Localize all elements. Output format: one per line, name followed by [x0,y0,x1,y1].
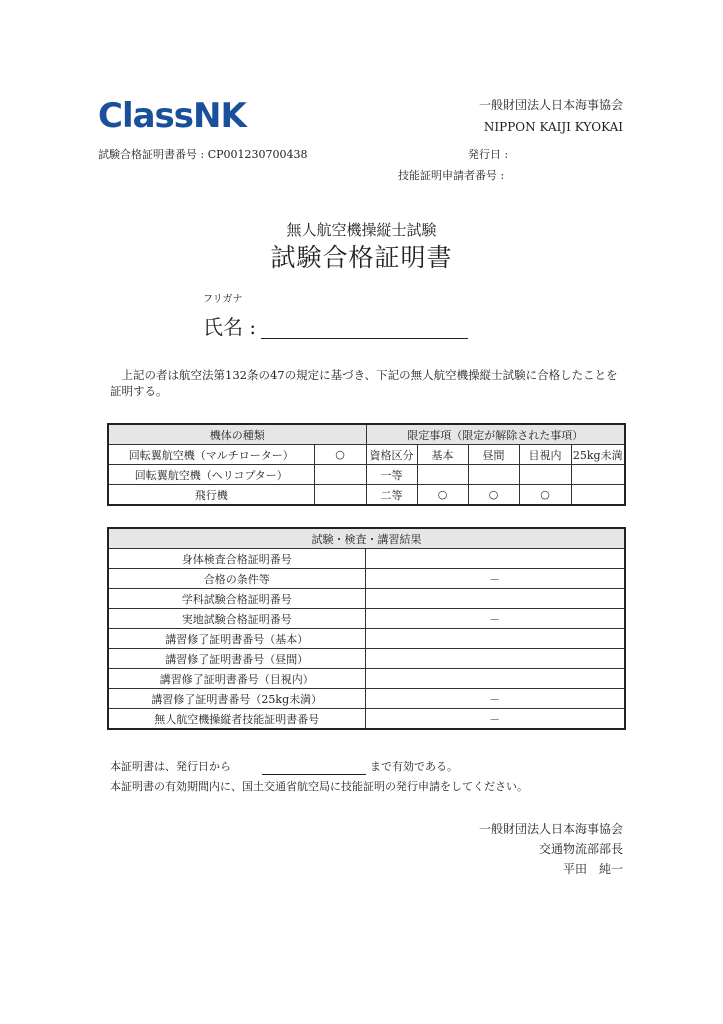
aircraft-type-airplane: 飛行機 [108,485,314,506]
table-row [108,589,625,609]
result-label: 無人航空機操縦者技能証明書番号 [108,709,365,730]
validity-date-underline [262,774,366,775]
validity-prefix: 本証明書は、発行日から [110,760,231,773]
application-note: 本証明書の有効期間内に、国土交通省航空局に技能証明の発行申請をしてください。 [110,780,528,793]
limit-header-daytime: 昼間 [468,445,519,465]
class1-basic [417,465,468,485]
limit-header-vlos: 目視内 [519,445,571,465]
table-row [108,609,625,629]
aircraft-type-helicopter: 回転翼航空機（ヘリコプター） [108,465,314,485]
table-row [108,569,625,589]
applicant-number-label: 技能証明申請者番号 : [398,169,505,182]
limit-header-under25kg: 25kg未満 [571,445,625,465]
class2-vlos: ○ [519,485,571,506]
class1-under25kg [571,465,625,485]
aircraft-type-table [107,423,626,506]
result-label: 講習修了証明書番号（25kg未満） [108,689,365,709]
signature-person: 平田 純一 [562,862,623,876]
certification-statement: 上記の者は航空法第132条の47の規定に基づき、下記の無人航空機操縦士試験に合格したことを証明する。 [110,368,618,398]
limit-header-basic: 基本 [417,445,468,465]
classnk-logo: ClassNK [98,96,246,136]
class2-basic: ○ [417,485,468,506]
table-row [108,549,625,569]
exam-subtitle: 無人航空機操縦士試験 [286,221,437,239]
result-label: 実地試験合格証明番号 [108,609,365,629]
result-label: 身体検査合格証明番号 [108,549,365,569]
result-label: 講習修了証明書番号（昼間） [108,649,365,669]
signature-org: 一般財団法人日本海事協会 [478,822,623,836]
result-label: 合格の条件等 [108,569,365,589]
table-row [108,649,625,669]
table-row [108,689,625,709]
org-name-jp: 一般財団法人日本海事協会 [478,98,623,112]
class1-daytime [468,465,519,485]
aircraft-mark-helicopter [314,465,366,485]
table-row [108,629,625,649]
results-table [107,527,626,730]
class1-vlos [519,465,571,485]
org-name-en: NIPPON KAIJI KYOKAI [483,120,623,134]
result-label: 学科試験合格証明番号 [108,589,365,609]
result-value [365,589,625,609]
table-row [108,709,625,730]
class2-daytime: ○ [468,485,519,506]
result-value: － [365,709,625,730]
class1-label: 一等 [366,465,417,485]
result-value [365,649,625,669]
page-title: 試験合格証明書 [270,243,453,272]
validity-suffix: まで有効である。 [370,760,458,773]
result-value: － [365,689,625,709]
certificate-number: 試験合格証明書番号 : CP001230700438 [98,148,308,161]
name-underline [261,338,468,339]
signature-dept: 交通物流部部長 [538,842,623,856]
result-value: － [365,609,625,629]
result-value: － [365,569,625,589]
results-header: 試験・検査・講習結果 [108,528,625,549]
result-value [365,669,625,689]
result-value [365,549,625,569]
name-label: 氏名 : [203,315,257,339]
limit-header-class: 資格区分 [366,445,417,465]
class2-under25kg [571,485,625,506]
aircraft-type-multirotor: 回転翼航空機（マルチローター） [108,445,314,465]
result-label: 講習修了証明書番号（目視内） [108,669,365,689]
issue-date-label: 発行日 : [468,148,509,161]
result-label: 講習修了証明書番号（基本） [108,629,365,649]
limitations-header: 限定事項（限定が解除された事項） [366,424,625,445]
aircraft-mark-airplane [314,485,366,506]
result-value [365,629,625,649]
table-row [108,669,625,689]
aircraft-mark-multirotor: ○ [314,445,366,465]
furigana-label: フリガナ [203,294,243,305]
aircraft-type-header: 機体の種類 [108,424,366,445]
class2-label: 二等 [366,485,417,506]
